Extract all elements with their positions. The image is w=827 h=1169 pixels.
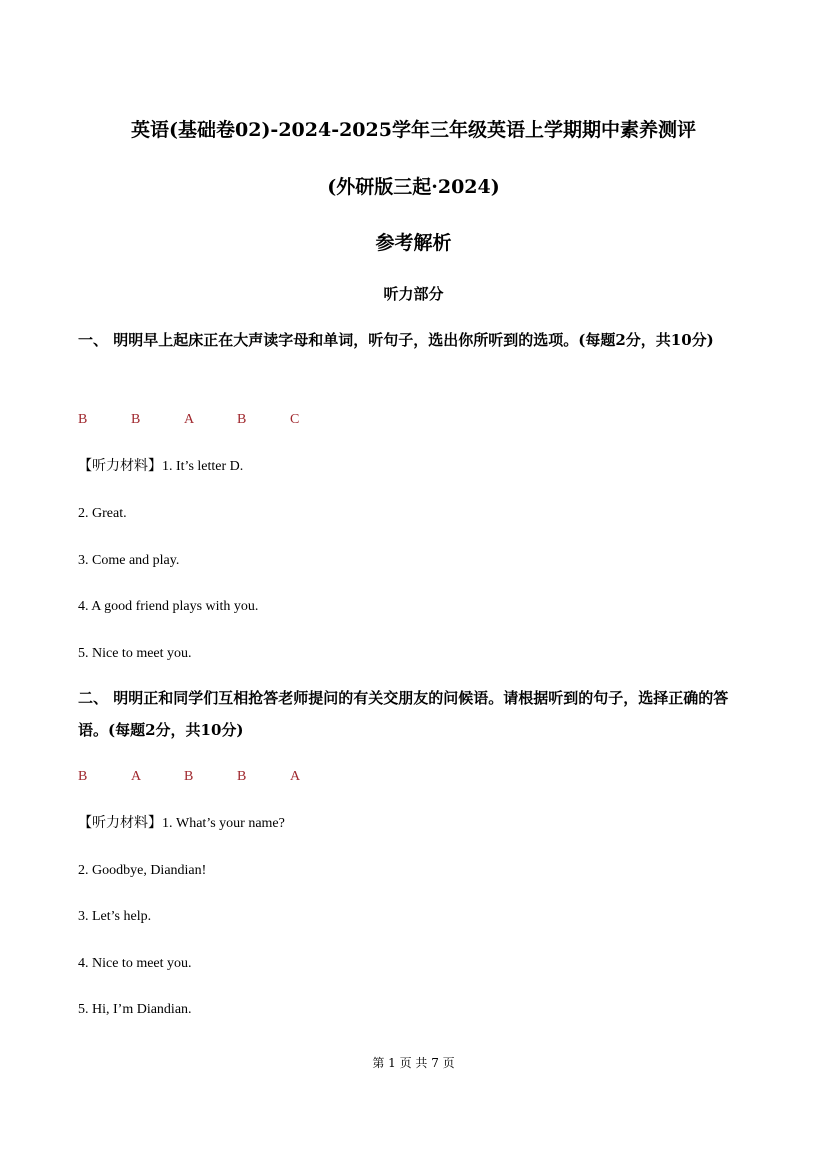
answer-2-3: B (184, 769, 194, 784)
answer-1-1: B (78, 412, 88, 427)
answer-1-3: A (184, 412, 195, 427)
answer-2-5: A (290, 769, 301, 784)
question-2-heading: 二、 明明正和同学们互相抢答老师提问的有关交朋友的问候语。请根据听到的句子，选择正确的答语。(每题2分，共10分) (78, 689, 729, 739)
page-footer: 第 1 页 共 7 页 (372, 1056, 455, 1070)
document-subtitle: (外研版三起·2024) (327, 176, 500, 198)
answer-1-4: B (237, 412, 247, 427)
material-2-line: 【听力材料】1. What’s your name? (78, 816, 285, 831)
answer-2-1: B (78, 769, 88, 784)
material-1-line: 5. Nice to meet you. (78, 646, 192, 661)
document-title: 英语(基础卷02)-2024-2025学年三年级英语上学期期中素养测评 (131, 119, 696, 141)
material-1-line: 4. A good friend plays with you. (78, 599, 259, 614)
answer-1-5: C (290, 412, 300, 427)
section-heading: 听力部分 (383, 285, 444, 303)
material-2-line: 4. Nice to meet you. (78, 956, 192, 971)
answer-2-2: A (131, 769, 142, 784)
material-2-line: 2. Goodbye, Diandian! (78, 863, 207, 878)
answer-1-2: B (131, 412, 141, 427)
material-1-line: 【听力材料】1. It’s letter D. (78, 459, 244, 474)
material-1-line: 3. Come and play. (78, 553, 180, 568)
material-1-line: 2. Great. (78, 506, 127, 521)
document-heading: 参考解析 (375, 232, 452, 254)
question-1-heading: 一、 明明早上起床正在大声读字母和单词，听句子，选出你所听到的选项。(每题2分，共10分) (78, 331, 714, 349)
material-2-line: 3. Let’s help. (78, 909, 152, 924)
answer-2-4: B (237, 769, 247, 784)
material-2-line: 5. Hi, I’m Diandian. (78, 1002, 192, 1017)
